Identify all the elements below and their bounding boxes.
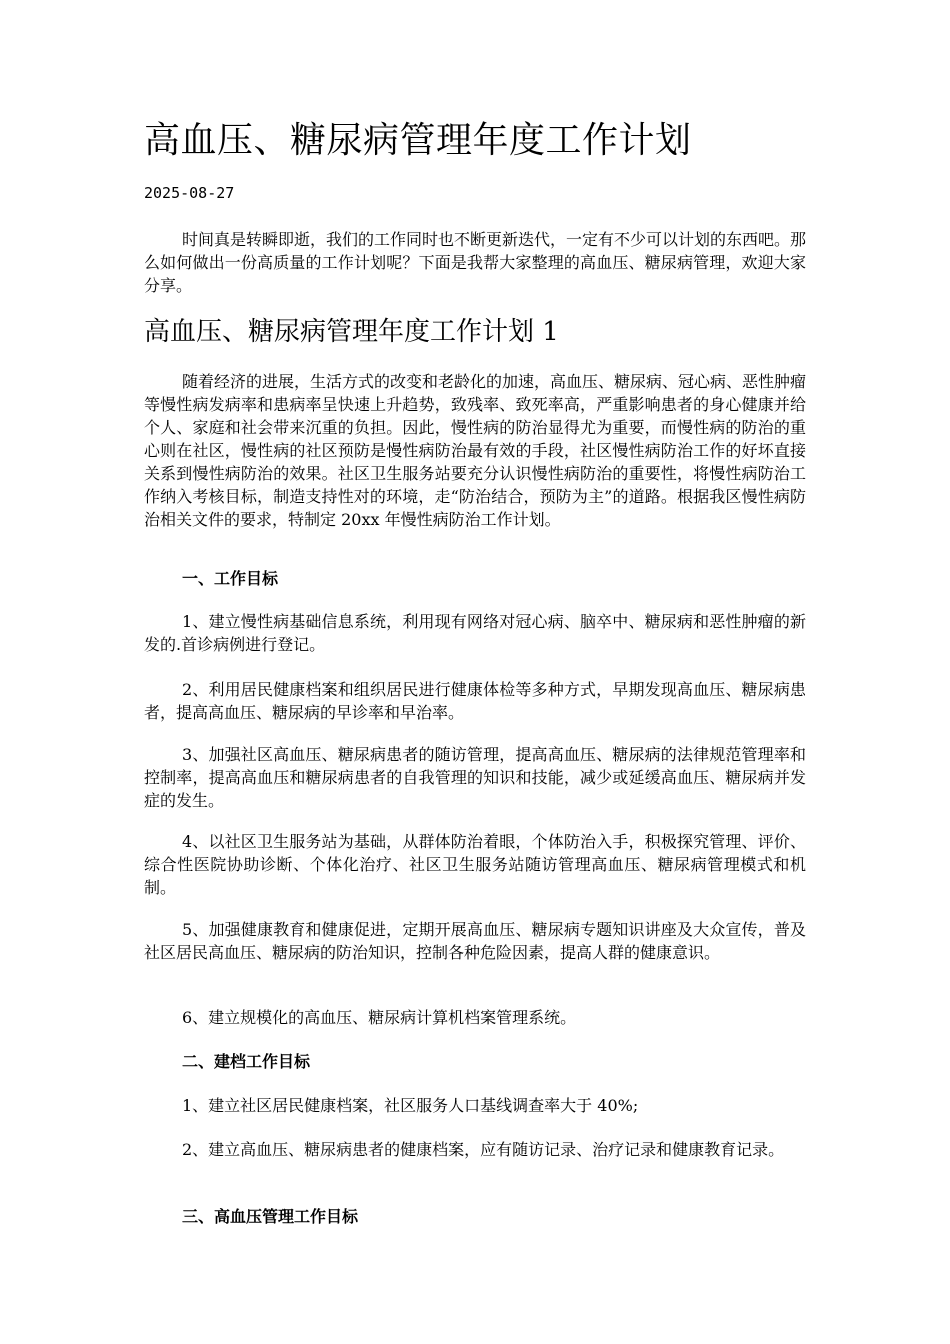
goal-item-3: 3、加强社区高血压、糖尿病患者的随访管理，提高高血压、糖尿病的法律规范管理率和控制率，提高高血压和糖尿病患者的自我管理的知识和技能，减少或延缓高血压、糖尿病并发症的发生。 xyxy=(144,745,806,810)
heading-filing-goals: 二、建档工作目标 xyxy=(182,1052,311,1071)
filing-item-2: 2、建立高血压、糖尿病患者的健康档案，应有随访记录、治疗记录和健康教育记录。 xyxy=(182,1140,785,1159)
heading-work-goals: 一、工作目标 xyxy=(182,569,279,588)
heading-hypertension-goals: 三、高血压管理工作目标 xyxy=(182,1207,359,1226)
goal-item-6: 6、建立规模化的高血压、糖尿病计算机档案管理系统。 xyxy=(182,1008,577,1027)
goal-item-2: 2、利用居民健康档案和组织居民进行健康体检等多种方式，早期发现高血压、糖尿病患者，提高高血压、糖尿病的早诊率和早治率。 xyxy=(144,680,806,722)
section-intro-paragraph: 随着经济的进展，生活方式的改变和老龄化的加速，高血压、糖尿病、冠心病、恶性肿瘤等慢性病发病率和患病率呈快速上升趋势，致残率、致死率高，严重影响患者的身心健康并给个人、家庭和社会带来沉重的负担。因此，慢性病的防治显得尤为重要，而慢性病的防治的重心则在社区，慢性病的社区预防是慢性病防治最有效的手段，社区慢性病防治工作的好坏直接关系到慢性病防治的效果。社区卫生服务站要充分认识慢性病防治的重要性，将慢性病防治工作纳入考核目标，制造支持性对的环境，走“防治结合，预防为主”的道路。根据我区慢性病防治相关文件的要求，特制定 20xx 年慢性病防治工作计划。 xyxy=(144,372,807,529)
document-title: 高血压、糖尿病管理年度工作计划 xyxy=(144,120,692,161)
goal-item-4: 4、以社区卫生服务站为基础，从群体防治着眼，个体防治入手，积极探究管理、评价、综合性医院协助诊断、个体化治疗、社区卫生服务站随访管理高血压、糖尿病管理模式和机制。 xyxy=(144,832,806,897)
filing-item-1: 1、建立社区居民健康档案，社区服务人口基线调查率大于 40%; xyxy=(182,1096,639,1115)
document-date: 2025-08-27 xyxy=(144,184,235,202)
goal-item-1: 1、建立慢性病基础信息系统，利用现有网络对冠心病、脑卒中、糖尿病和恶性肿瘤的新发的.首诊病例进行登记。 xyxy=(144,612,806,654)
goal-item-5: 5、加强健康教育和健康促进，定期开展高血压、糖尿病专题知识讲座及大众宣传，普及社区居民高血压、糖尿病的防治知识，控制各种危险因素，提高人群的健康意识。 xyxy=(144,920,806,962)
section-title: 高血压、糖尿病管理年度工作计划 1 xyxy=(144,317,559,347)
intro-paragraph: 时间真是转瞬即逝，我们的工作同时也不断更新迭代，一定有不少可以计划的东西吧。那么如何做出一份高质量的工作计划呢？下面是我帮大家整理的高血压、糖尿病管理，欢迎大家分享。 xyxy=(144,230,807,295)
